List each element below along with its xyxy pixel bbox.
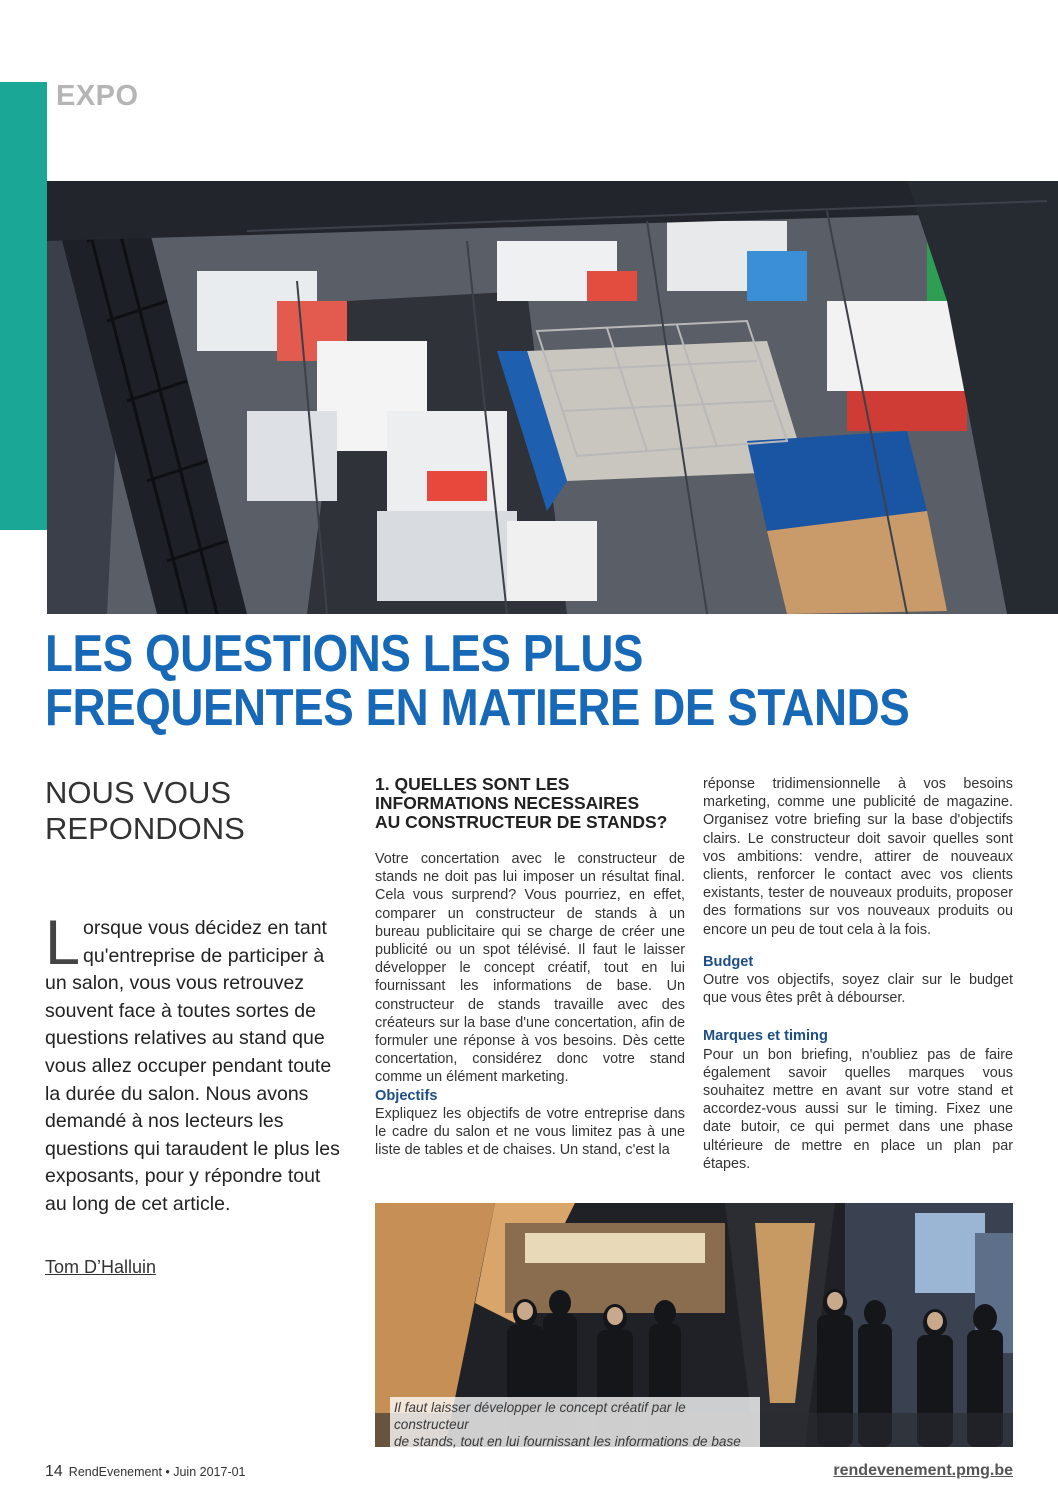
question-1-title-line-3: AU CONSTRUCTEUR DE STANDS? (375, 812, 668, 832)
budget-heading: Budget (703, 953, 754, 970)
article-column-3 (703, 775, 1013, 1173)
headline-line-2: FREQUENTES EN MATIERE DE STANDS (45, 679, 910, 737)
section-tag: EXPO (56, 80, 139, 112)
paragraph-reponse: réponse tridimensionnelle à vos besoins marketing, comme une publicité de magazine. Organisez votre briefing sur la base d'objectifs clairs. Le constructeur doit savoir quelles sont vos ambitions: vendre, attirer de nouveaux clients, renforcer le contact avec vos clients existants, tester de nouveaux produits, proposer des formations sur vos nouveaux produits ou encore un peu de tout cela à la fois. (703, 776, 1013, 938)
marques-timing-heading: Marques et timing (703, 1028, 828, 1045)
page-footer-left (45, 1463, 246, 1481)
paragraph-concertation: Votre concertation avec le constructeur de stands ne doit pas lui imposer un résultat final. Cela vous surprend? Vous pourriez, en effet, comparer un constructeur de stands à un bureau publicitaire qui se charge de créer une publicité ou un spot télévisé. Il faut le laisser développer le concept créatif, tout en lui fournissant les informations de base. Un constructeur de stands travaille avec des créateurs sur la base d'une concertation, afin de formuler une réponse à vos besoins. Dès cette concertation, considérez donc votre stand comme un élément marketing. (375, 851, 685, 1086)
subhead-line-2: REPONDONS (45, 811, 245, 846)
caption-line-2: de stands, tout en lui fournissant les informations de base (394, 1434, 741, 1449)
page-number: 14 (45, 1463, 63, 1480)
article-subhead (45, 775, 345, 847)
lead-text: orsque vous décidez en tant qu'entreprise de participer à un salon, vous vous retrouvez souvent face à toutes sortes de questions relatives au stand que vous allez occuper pendant toute la durée du salon. Nous avons demandé à nos lecteurs les questions qui taraudent le plus les exposants, pour y répondre tout au long de cet article. (45, 917, 340, 1215)
website-link[interactable]: rendevenement.pmg.be (833, 1462, 1013, 1479)
publication-info: RendEvenement • Juin 2017-01 (68, 1465, 246, 1479)
section-accent-bar (0, 82, 47, 530)
subhead-line-1: NOUS VOUS (45, 775, 232, 810)
caption-line-1: Il faut laisser développer le concept créatif par le constructeur (394, 1400, 686, 1432)
objectifs-heading: Objectifs (375, 1087, 438, 1104)
hero-photo (47, 181, 1058, 614)
headline-line-1: LES QUESTIONS LES PLUS (45, 625, 644, 683)
lead-paragraph (45, 908, 345, 1219)
paragraph-objectifs: Expliquez les objectifs de votre entreprise dans le cadre du salon et ne vous limitez pas à une liste de tables et de chaises. Un stand, c'est la (375, 1105, 685, 1159)
article-column-2 (375, 775, 685, 1159)
article-headline (45, 627, 925, 735)
drop-cap: L (45, 908, 81, 978)
photo-caption (390, 1397, 760, 1453)
paragraph-marques-timing: Pour un bon briefing, n'oubliez pas de faire également savoir quelles marques vous souhaitez mettre en avant sur votre stand et accordez-vous aussi sur le timing. Fixez une date butoir, ce qui permet dans une phase ultérieure de mettre en place un plan par étapes. (703, 1046, 1013, 1172)
paragraph-budget: Outre vos objectifs, soyez clair sur le budget que vous êtes prêt à débourser. (703, 972, 1013, 1007)
author-byline[interactable]: Tom D’Halluin (45, 1257, 157, 1277)
exhibition-hall-illustration (47, 181, 1058, 614)
question-1-title (375, 775, 685, 832)
question-1-title-line-2: INFORMATIONS NECESSAIRES (375, 793, 640, 813)
question-1-title-line-1: 1. QUELLES SONT LES (375, 774, 570, 794)
